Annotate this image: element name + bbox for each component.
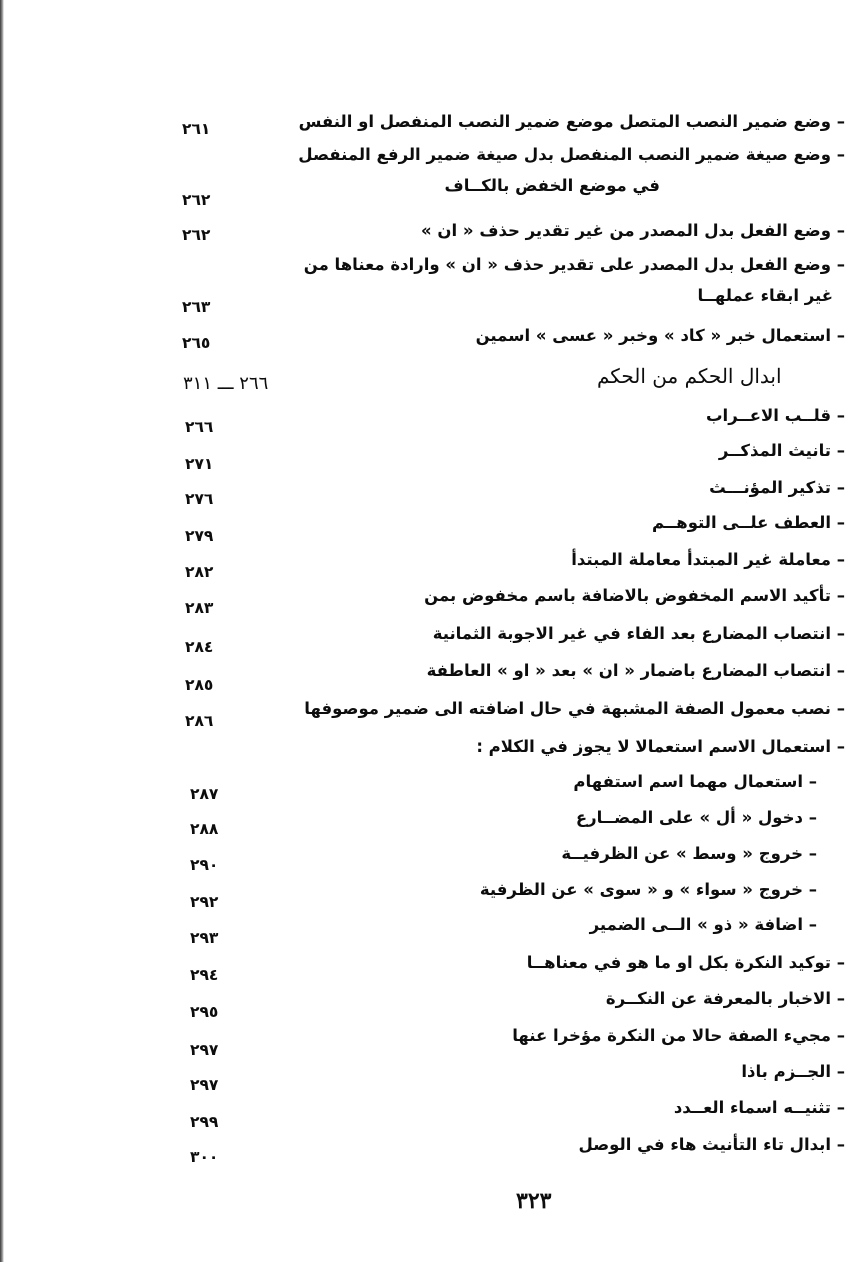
toc-entry: – وضع الفعل بدل المصدر على تقدير حذف « ان » وارادة معناها من	[303, 255, 845, 274]
toc-subentry: – خروج « سواء » و « سوى » عن الظرفية	[479, 880, 817, 899]
toc-page-number: ٢٩٥	[190, 1003, 219, 1021]
toc-subentry: – دخول « أل » على المضــارع	[575, 808, 817, 827]
toc-page-number: ٢٨٦	[185, 712, 214, 730]
toc-entry: – تثنيــه اسماء العــدد	[673, 1098, 845, 1117]
section-page-range: ٢٦٦ ـــ ٣١١	[183, 373, 269, 394]
toc-page-number: ٢٨٣	[185, 599, 214, 617]
toc-page-number: ٢٨٨	[190, 820, 219, 838]
toc-page-number: ٢٧٦	[185, 490, 214, 508]
toc-page-number: ٢٨٤	[185, 638, 214, 656]
toc-entry: – قلــب الاعــراب	[705, 406, 845, 425]
toc-page-number: ٢٦١	[182, 120, 211, 138]
toc-entry: – الجــزم باذا	[741, 1062, 845, 1081]
toc-page-number: ٢٨٢	[185, 563, 214, 581]
toc-entry: – توكيد النكرة بكل او ما هو في معناهــا	[526, 953, 845, 972]
toc-page-number: ٢٩٢	[190, 893, 219, 911]
toc-entry: – وضع الفعل بدل المصدر من غير تقدير حذف « ان »	[421, 221, 845, 240]
footer-page-number: ٣٢٣	[516, 1188, 552, 1214]
toc-page-number: ٢٩٧	[190, 1041, 219, 1059]
toc-page-number: ٢٦٢	[182, 191, 211, 209]
toc-page-number: ٢٦٥	[182, 334, 211, 352]
toc-entry: – ابدال تاء التأنيث هاء في الوصل	[578, 1135, 845, 1154]
toc-page-number: ٢٩٠	[190, 856, 219, 874]
toc-entry: – استعمال خبر « كاد » وخبر « عسى » اسمين	[475, 326, 845, 345]
toc-page-number: ٢٩٣	[190, 929, 219, 947]
toc-page-number: ٢٦٣	[182, 298, 211, 316]
toc-entry: – مجيء الصفة حالا من النكرة مؤخرا عنها	[512, 1026, 845, 1045]
toc-entry: – انتصاب المضارع بعد الفاء في غير الاجوبة الثمانية	[432, 624, 845, 643]
toc-subentry: – استعمال مهما اسم استفهام	[573, 772, 817, 791]
toc-page-number: ٢٨٧	[190, 785, 219, 803]
toc-entry: – انتصاب المضارع باضمار « ان » بعد « او » العاطفة	[426, 661, 845, 680]
toc-entry: – استعمال الاسم استعمالا لا يجوز في الكلام :	[476, 737, 845, 756]
toc-page-number: ٢٩٤	[190, 966, 219, 984]
toc-entry: – الاخبار بالمعرفة عن النكــرة	[605, 989, 845, 1008]
toc-page-number: ٢٩٩	[190, 1113, 219, 1131]
toc-entry: – وضع ضمير النصب المتصل موضع ضمير النصب المنفصل او النفس	[298, 112, 845, 131]
toc-page-number: ٢٩٧	[190, 1076, 219, 1094]
toc-subentry: – اضافة « ذو » الــى الضمير	[589, 915, 817, 934]
section-title: ابدال الحكم من الحكم	[597, 364, 782, 388]
toc-page-number: ٢٦٦	[185, 418, 214, 436]
toc-page-number: ٢٧٩	[185, 527, 214, 545]
toc-entry: – وضع صيغة ضمير النصب المنفصل بدل صيغة ضمير الرفع المنفصل	[298, 145, 845, 164]
scan-edge-shadow	[0, 0, 4, 1262]
toc-page-number: ٣٠٠	[190, 1148, 219, 1166]
toc-page-number: ٢٨٥	[185, 676, 214, 694]
toc-entry: – تانيث المذكــر	[718, 441, 845, 460]
toc-entry: – معاملة غير المبتدأ معاملة المبتدأ	[571, 550, 845, 569]
toc-entry: – تأكيد الاسم المخفوض بالاضافة باسم مخفوض بمن	[424, 586, 845, 605]
toc-entry: – العطف علــى التوهــم	[652, 513, 845, 532]
toc-page-number: ٢٧١	[185, 455, 214, 473]
toc-page-number: ٢٦٢	[182, 226, 211, 244]
toc-entry-continuation: غير ابقاء عملهــا	[697, 286, 833, 305]
toc-subentry: – خروج « وسط » عن الظرفيــة	[561, 844, 817, 863]
toc-entry: – نصب معمول الصفة المشبهة في حال اضافته الى ضمير موصوفها	[304, 699, 845, 718]
toc-entry: – تذكير المؤنـــث	[709, 478, 845, 497]
toc-entry-continuation: في موضع الخفض بالكــاف	[444, 176, 660, 195]
